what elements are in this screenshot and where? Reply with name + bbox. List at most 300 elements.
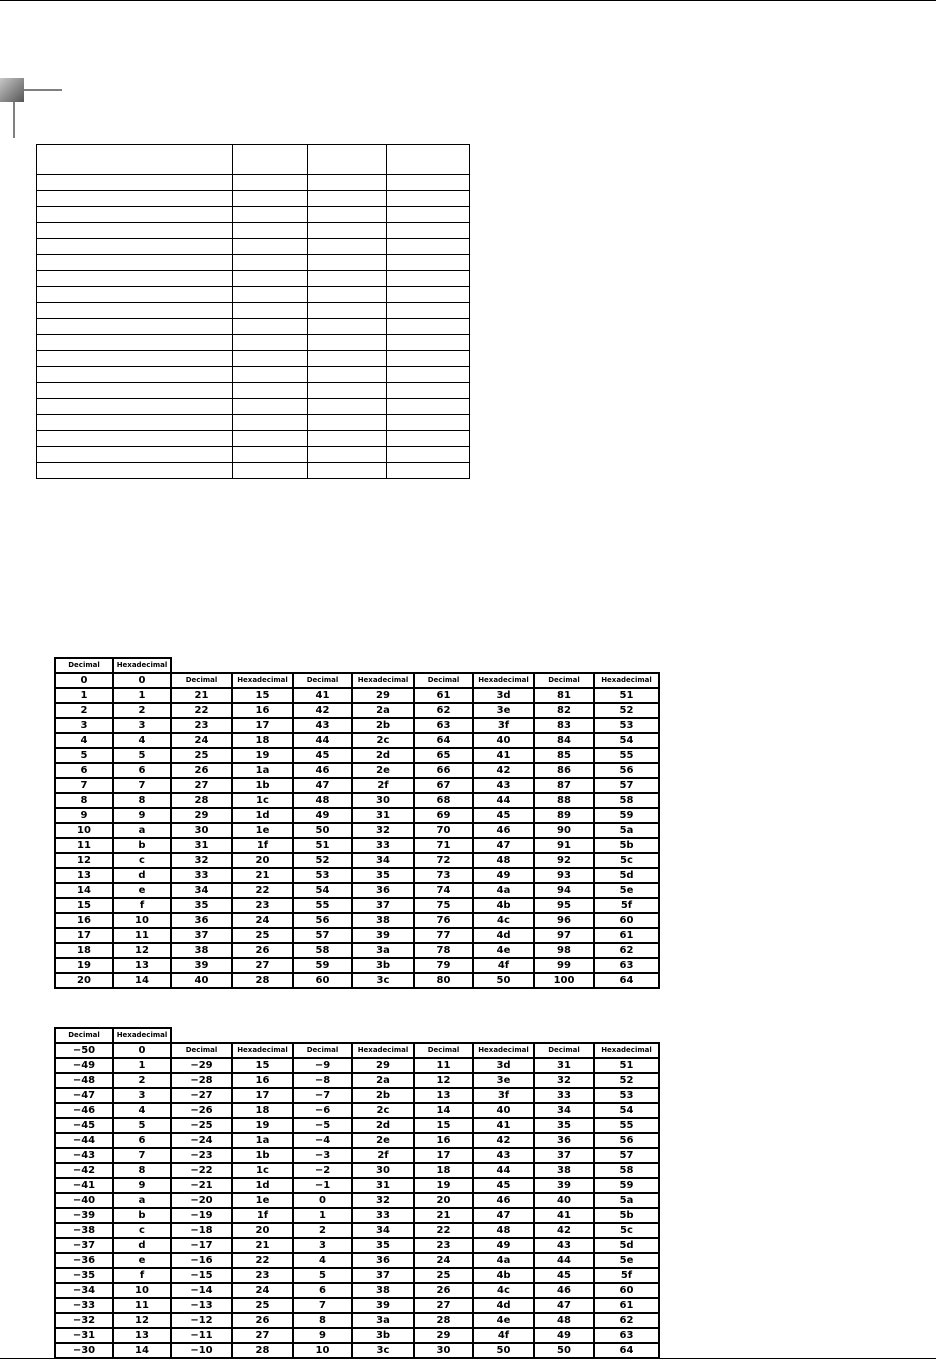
table-row [55, 883, 659, 898]
value-cell: 75 [414, 898, 473, 913]
value-cell: 24 [414, 1253, 473, 1268]
empty-table-cell [37, 399, 233, 415]
value-cell: 1 [113, 1058, 171, 1073]
value-cell: 42 [293, 703, 352, 718]
value-cell: 93 [534, 868, 594, 883]
value-cell: 34 [352, 853, 414, 868]
value-cell: 64 [414, 733, 473, 748]
value-cell: −18 [171, 1223, 232, 1238]
value-cell: 2c [352, 733, 414, 748]
header-cell: Hexadecimal [594, 673, 659, 688]
empty-table-cell [308, 223, 387, 239]
empty-table-row [37, 351, 470, 367]
value-cell: 49 [473, 1238, 534, 1253]
decimal-hex-table-positive [54, 657, 660, 989]
value-cell: 16 [414, 1133, 473, 1148]
table-row [55, 748, 659, 763]
empty-table-cell [308, 319, 387, 335]
value-cell: 0 [113, 1043, 171, 1058]
table-row [55, 853, 659, 868]
value-cell: 5e [594, 883, 659, 898]
value-cell: 86 [534, 763, 594, 778]
value-cell: 29 [171, 808, 232, 823]
header-cell: Hexadecimal [232, 1043, 293, 1058]
value-cell: 77 [414, 928, 473, 943]
value-cell: 45 [473, 1178, 534, 1193]
table-row [55, 793, 659, 808]
empty-table-row [37, 191, 470, 207]
empty-table-cell [233, 415, 308, 431]
value-cell: b [113, 1208, 171, 1223]
value-cell: 47 [473, 838, 534, 853]
value-cell: −30 [55, 1343, 113, 1358]
empty-table-cell [37, 367, 233, 383]
empty-table-cell [37, 191, 233, 207]
empty-table-cell [387, 271, 470, 287]
value-cell: 2 [113, 1073, 171, 1088]
value-cell: 1b [232, 778, 293, 793]
value-cell: 16 [232, 1073, 293, 1088]
empty-table-cell [233, 223, 308, 239]
value-cell: 35 [352, 1238, 414, 1253]
value-cell: c [113, 1223, 171, 1238]
value-cell: 62 [414, 703, 473, 718]
value-cell: 42 [473, 1133, 534, 1148]
value-cell: 5b [594, 1208, 659, 1223]
value-cell: 2b [352, 718, 414, 733]
value-cell: 13 [414, 1088, 473, 1103]
value-cell: 2c [352, 1103, 414, 1118]
header-cell: Hexadecimal [113, 658, 171, 673]
value-cell: 5 [55, 748, 113, 763]
header-cell: Decimal [534, 1043, 594, 1058]
value-cell: 3b [352, 1328, 414, 1343]
table-row [55, 1343, 659, 1358]
value-cell: 87 [534, 778, 594, 793]
value-cell: 56 [293, 913, 352, 928]
value-cell: 7 [113, 778, 171, 793]
blank-cell [232, 1028, 293, 1043]
value-cell: 36 [352, 883, 414, 898]
value-cell: 56 [594, 1133, 659, 1148]
value-cell: −49 [55, 1058, 113, 1073]
empty-table-cell [37, 447, 233, 463]
empty-table-cell [308, 351, 387, 367]
value-cell: 7 [55, 778, 113, 793]
value-cell: 38 [171, 943, 232, 958]
header-cell: Hexadecimal [594, 1043, 659, 1058]
blank-cell [594, 658, 659, 673]
table-row [55, 973, 659, 988]
value-cell: 58 [594, 1163, 659, 1178]
value-cell: 6 [113, 1133, 171, 1148]
value-cell: 64 [594, 1343, 659, 1358]
value-cell: 43 [534, 1238, 594, 1253]
top-rule [0, 0, 936, 1]
value-cell: −17 [171, 1238, 232, 1253]
value-cell: 4b [473, 898, 534, 913]
empty-table-row [37, 335, 470, 351]
value-cell: 16 [55, 913, 113, 928]
value-cell: 23 [232, 1268, 293, 1283]
value-cell: −43 [55, 1148, 113, 1163]
value-cell: −35 [55, 1268, 113, 1283]
table-row [55, 838, 659, 853]
value-cell: 11 [113, 1298, 171, 1313]
value-cell: −19 [171, 1208, 232, 1223]
empty-table-cell [308, 383, 387, 399]
value-cell: −5 [293, 1118, 352, 1133]
value-cell: 26 [171, 763, 232, 778]
table-row [55, 1043, 659, 1058]
value-cell: 53 [594, 1088, 659, 1103]
value-cell: 95 [534, 898, 594, 913]
blank-cell [293, 1028, 352, 1043]
value-cell: 44 [473, 793, 534, 808]
value-cell: −10 [171, 1343, 232, 1358]
value-cell: 4b [473, 1268, 534, 1283]
empty-table-cell [387, 335, 470, 351]
value-cell: 9 [293, 1328, 352, 1343]
value-cell: 11 [55, 838, 113, 853]
value-cell: 40 [534, 1193, 594, 1208]
value-cell: 39 [352, 928, 414, 943]
value-cell: 5d [594, 868, 659, 883]
value-cell: 5 [293, 1268, 352, 1283]
value-cell: 60 [594, 1283, 659, 1298]
empty-table-cell [37, 287, 233, 303]
table-row [55, 1223, 659, 1238]
empty-table-cell [37, 383, 233, 399]
value-cell: 3b [352, 958, 414, 973]
header-row [55, 658, 659, 673]
empty-table-cell [233, 399, 308, 415]
value-cell: 84 [534, 733, 594, 748]
empty-table-cell [308, 271, 387, 287]
value-cell: 48 [473, 853, 534, 868]
empty-table-cell [308, 191, 387, 207]
blank-cell [293, 658, 352, 673]
value-cell: 38 [352, 913, 414, 928]
value-cell: 7 [293, 1298, 352, 1313]
value-cell: 2d [352, 1118, 414, 1133]
empty-table-cell [387, 447, 470, 463]
table-row [55, 763, 659, 778]
value-cell: 1 [293, 1208, 352, 1223]
value-cell: 14 [113, 1343, 171, 1358]
value-cell: 25 [232, 928, 293, 943]
empty-table-cell [233, 351, 308, 367]
empty-table-cell [37, 271, 233, 287]
value-cell: 91 [534, 838, 594, 853]
value-cell: 83 [534, 718, 594, 733]
value-cell: 52 [594, 703, 659, 718]
empty-table-cell [233, 463, 308, 479]
value-cell: 10 [113, 913, 171, 928]
blank-cell [352, 658, 414, 673]
value-cell: 14 [414, 1103, 473, 1118]
value-cell: 37 [352, 1268, 414, 1283]
empty-table-cell [387, 145, 470, 175]
value-cell: 43 [293, 718, 352, 733]
value-cell: 2 [293, 1223, 352, 1238]
value-cell: 25 [414, 1268, 473, 1283]
value-cell: 1d [232, 1178, 293, 1193]
value-cell: 36 [534, 1133, 594, 1148]
value-cell: 19 [232, 748, 293, 763]
value-cell: 22 [232, 1253, 293, 1268]
value-cell: 51 [293, 838, 352, 853]
value-cell: 34 [171, 883, 232, 898]
value-cell: 90 [534, 823, 594, 838]
value-cell: 26 [414, 1283, 473, 1298]
value-cell: 45 [473, 808, 534, 823]
value-cell: 28 [232, 973, 293, 988]
value-cell: 5 [113, 1118, 171, 1133]
value-cell: 39 [171, 958, 232, 973]
empty-table-cell [233, 145, 308, 175]
value-cell: 5b [594, 838, 659, 853]
value-cell: 4a [473, 883, 534, 898]
value-cell: 67 [414, 778, 473, 793]
value-cell: 37 [352, 898, 414, 913]
value-cell: 55 [594, 748, 659, 763]
value-cell: 8 [293, 1313, 352, 1328]
value-cell: 11 [414, 1058, 473, 1073]
table-row [55, 1283, 659, 1298]
value-cell: 4 [113, 1103, 171, 1118]
value-cell: −45 [55, 1118, 113, 1133]
value-cell: 40 [171, 973, 232, 988]
value-cell: 3 [55, 718, 113, 733]
table-row [55, 1148, 659, 1163]
value-cell: −2 [293, 1163, 352, 1178]
empty-table-cell [308, 335, 387, 351]
table-row [55, 703, 659, 718]
value-cell: 63 [594, 1328, 659, 1343]
empty-table-cell [387, 287, 470, 303]
value-cell: 7 [113, 1148, 171, 1163]
value-cell: 5d [594, 1238, 659, 1253]
table-row [55, 1193, 659, 1208]
value-cell: 36 [352, 1253, 414, 1268]
table-row [55, 1163, 659, 1178]
blank-cell [414, 1028, 473, 1043]
value-cell: −16 [171, 1253, 232, 1268]
value-cell: 19 [414, 1178, 473, 1193]
value-cell: 0 [293, 1193, 352, 1208]
value-cell: 4c [473, 913, 534, 928]
value-cell: 33 [352, 1208, 414, 1223]
value-cell: −44 [55, 1133, 113, 1148]
empty-table-cell [387, 223, 470, 239]
empty-table-row [37, 207, 470, 223]
value-cell: −34 [55, 1283, 113, 1298]
value-cell: 5e [594, 1253, 659, 1268]
value-cell: 8 [113, 793, 171, 808]
value-cell: 55 [594, 1118, 659, 1133]
value-cell: 61 [594, 928, 659, 943]
value-cell: −23 [171, 1148, 232, 1163]
value-cell: 31 [171, 838, 232, 853]
blank-cell [171, 1028, 232, 1043]
table-row [55, 1118, 659, 1133]
value-cell: −20 [171, 1193, 232, 1208]
value-cell: 15 [55, 898, 113, 913]
value-cell: 48 [293, 793, 352, 808]
value-cell: 4e [473, 943, 534, 958]
value-cell: −25 [171, 1118, 232, 1133]
value-cell: 41 [473, 1118, 534, 1133]
value-cell: 5a [594, 1193, 659, 1208]
value-cell: 82 [534, 703, 594, 718]
value-cell: 32 [352, 823, 414, 838]
empty-table-cell [37, 431, 233, 447]
value-cell: e [113, 1253, 171, 1268]
empty-table-cell [387, 431, 470, 447]
value-cell: −32 [55, 1313, 113, 1328]
value-cell: 43 [473, 778, 534, 793]
value-cell: 3f [473, 1088, 534, 1103]
empty-table-cell [308, 431, 387, 447]
table-row [55, 1253, 659, 1268]
empty-table-cell [387, 319, 470, 335]
value-cell: 62 [594, 943, 659, 958]
value-cell: 50 [473, 1343, 534, 1358]
value-cell: 29 [352, 1058, 414, 1073]
value-cell: e [113, 883, 171, 898]
value-cell: 23 [171, 718, 232, 733]
value-cell: 66 [414, 763, 473, 778]
empty-table-cell [233, 175, 308, 191]
empty-table-cell [37, 319, 233, 335]
value-cell: 50 [473, 973, 534, 988]
value-cell: 3c [352, 973, 414, 988]
empty-table-cell [308, 175, 387, 191]
value-cell: −33 [55, 1298, 113, 1313]
value-cell: 24 [232, 913, 293, 928]
value-cell: 52 [293, 853, 352, 868]
value-cell: 60 [293, 973, 352, 988]
table-row [55, 688, 659, 703]
value-cell: −4 [293, 1133, 352, 1148]
value-cell: 23 [232, 898, 293, 913]
value-cell: 32 [534, 1073, 594, 1088]
value-cell: 30 [171, 823, 232, 838]
value-cell: 6 [113, 763, 171, 778]
table-row [55, 733, 659, 748]
blank-cell [473, 1028, 534, 1043]
value-cell: 15 [414, 1118, 473, 1133]
empty-table-cell [233, 287, 308, 303]
value-cell: 38 [352, 1283, 414, 1298]
value-cell: 12 [414, 1073, 473, 1088]
value-cell: 10 [55, 823, 113, 838]
value-cell: 5 [113, 748, 171, 763]
header-cell: Decimal [414, 1043, 473, 1058]
value-cell: 4a [473, 1253, 534, 1268]
value-cell: 25 [171, 748, 232, 763]
value-cell: 39 [534, 1178, 594, 1193]
value-cell: 40 [473, 1103, 534, 1118]
value-cell: −8 [293, 1073, 352, 1088]
table-row [55, 958, 659, 973]
value-cell: 3f [473, 718, 534, 733]
value-cell: 1c [232, 1163, 293, 1178]
empty-table-row [37, 271, 470, 287]
value-cell: 54 [594, 1103, 659, 1118]
table-row [55, 1298, 659, 1313]
value-cell: 3 [113, 1088, 171, 1103]
value-cell: 20 [55, 973, 113, 988]
value-cell: 78 [414, 943, 473, 958]
value-cell: 44 [473, 1163, 534, 1178]
table-row [55, 1268, 659, 1283]
header-cell: Hexadecimal [473, 1043, 534, 1058]
value-cell: 4f [473, 958, 534, 973]
value-cell: 26 [232, 943, 293, 958]
empty-table-row [37, 415, 470, 431]
value-cell: −1 [293, 1178, 352, 1193]
empty-table-cell [37, 207, 233, 223]
value-cell: 54 [594, 733, 659, 748]
value-cell: 6 [293, 1283, 352, 1298]
value-cell: 27 [414, 1298, 473, 1313]
empty-table-cell [233, 447, 308, 463]
empty-table-cell [308, 145, 387, 175]
value-cell: 40 [473, 733, 534, 748]
value-cell: 60 [594, 913, 659, 928]
value-cell: 1f [232, 838, 293, 853]
value-cell: 22 [232, 883, 293, 898]
empty-table-cell [387, 415, 470, 431]
empty-table-cell [308, 239, 387, 255]
value-cell: 8 [55, 793, 113, 808]
value-cell: 43 [473, 1148, 534, 1163]
empty-table-cell [387, 255, 470, 271]
value-cell: 6 [55, 763, 113, 778]
value-cell: −7 [293, 1088, 352, 1103]
value-cell: 24 [171, 733, 232, 748]
value-cell: 17 [232, 718, 293, 733]
header-cell: Hexadecimal [352, 1043, 414, 1058]
value-cell: 3e [473, 703, 534, 718]
value-cell: 70 [414, 823, 473, 838]
header-cell: Decimal [171, 673, 232, 688]
value-cell: 17 [55, 928, 113, 943]
value-cell: 88 [534, 793, 594, 808]
decimal-hex-table-negative [54, 1027, 660, 1359]
value-cell: −21 [171, 1178, 232, 1193]
value-cell: a [113, 823, 171, 838]
value-cell: 5f [594, 898, 659, 913]
value-cell: 2 [55, 703, 113, 718]
header-row [55, 1028, 659, 1043]
value-cell: 18 [55, 943, 113, 958]
value-cell: 3c [352, 1343, 414, 1358]
value-cell: 22 [171, 703, 232, 718]
value-cell: −27 [171, 1088, 232, 1103]
table-row [55, 868, 659, 883]
value-cell: 2a [352, 703, 414, 718]
value-cell: 59 [293, 958, 352, 973]
value-cell: 98 [534, 943, 594, 958]
empty-table-cell [387, 207, 470, 223]
value-cell: 35 [171, 898, 232, 913]
empty-table-row [37, 367, 470, 383]
empty-table-cell [37, 175, 233, 191]
value-cell: 30 [414, 1343, 473, 1358]
